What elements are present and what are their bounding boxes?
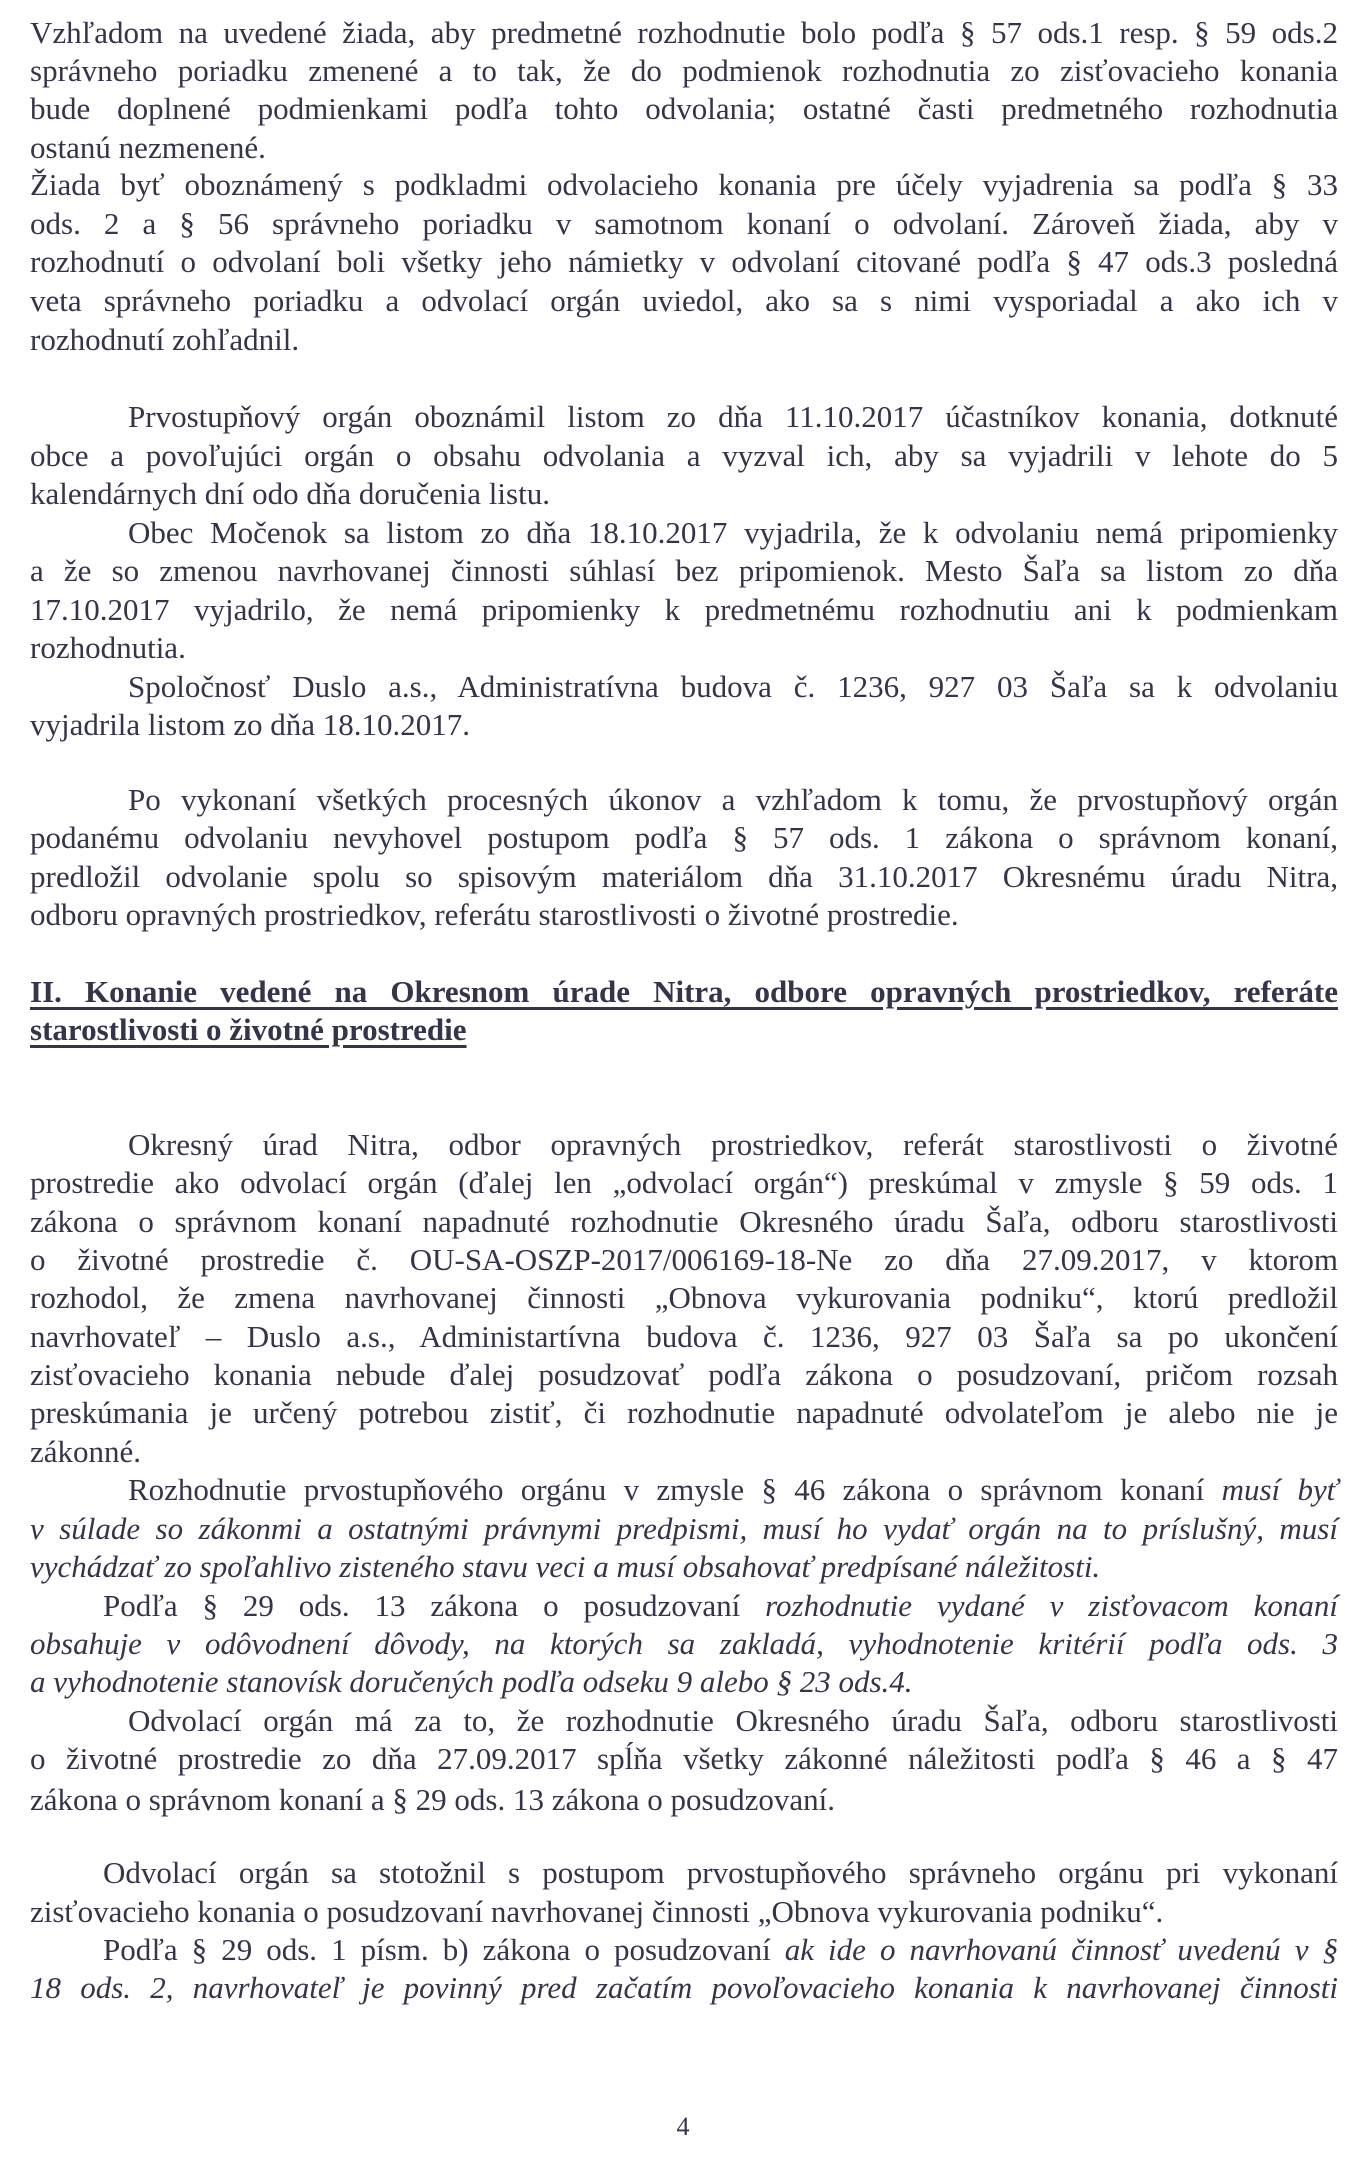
paragraph-line xyxy=(30,629,1338,667)
paragraph-line xyxy=(30,243,1338,281)
text-run: a že so zmenou navrhovanej činnosti súhlasí bez pripomienok. Mesto Šaľa sa listom zo dňa xyxy=(30,553,1338,588)
text-run: Odvolací orgán má za to, že rozhodnutie Okresného úradu Šaľa, odboru starostlivosti xyxy=(128,1703,1338,1738)
paragraph-line xyxy=(103,1587,1338,1625)
paragraph-line xyxy=(30,1510,1338,1548)
text-run: rozhodnutí zohľadnil. xyxy=(30,322,300,357)
text-run: zákona o správnom konaní a § 29 ods. 13 zákona o posudzovaní. xyxy=(30,1782,835,1817)
paragraph-line xyxy=(128,514,1338,552)
text-run: 17.10.2017 vyjadrilo, že nemá pripomienky k predmetnému rozhodnutiu ani k podmienkam xyxy=(30,592,1338,627)
text-run: obce a povoľujúci orgán o obsahu odvolania a vyzval ich, aby sa vyjadrili v lehote do 5 xyxy=(30,438,1338,473)
text-run: navrhovateľ – Duslo a.s., Administartívna budova č. 1236, 927 03 Šaľa sa po ukončení xyxy=(30,1319,1338,1354)
italic-text: musí byť xyxy=(1221,1472,1338,1507)
paragraph-line xyxy=(30,1740,1338,1778)
text-run: Vzhľadom na uvedené žiada, aby predmetné rozhodnutie bolo podľa § 57 ods.1 resp. § 59 ods.2 xyxy=(30,15,1338,50)
text-run: Žiada byť oboznámený s podkladmi odvolacieho konania pre účely vyjadrenia sa podľa § 33 xyxy=(30,167,1338,202)
paragraph-line xyxy=(30,166,1338,204)
paragraph-line xyxy=(30,858,1338,896)
text-run: preskúmania je určený potrebou zistiť, či rozhodnutie napadnuté odvolateľom je alebo nie je xyxy=(30,1395,1338,1430)
page-number: 4 xyxy=(676,2112,690,2141)
italic-text: vychádzať zo spoľahlivo zisteného stavu veci a musí obsahovať predpísané náležitosti. xyxy=(30,1549,1101,1584)
paragraph-line xyxy=(128,398,1338,436)
text-run: Rozhodnutie prvostupňového orgánu v zmysle § 46 zákona o správnom konaní xyxy=(128,1472,1222,1507)
paragraph-line xyxy=(128,781,1338,819)
text-run: podanému odvolaniu nevyhovel postupom podľa § 57 ods. 1 zákona o správnom konaní, xyxy=(30,820,1338,855)
paragraph-line xyxy=(30,1241,1338,1279)
text-run: rozhodnutia. xyxy=(30,630,186,665)
text-run: rozhodol, že zmena navrhovanej činnosti „Obnova vykurovania podniku“, ktorú predložil xyxy=(30,1280,1338,1315)
paragraph-line xyxy=(30,1433,1338,1471)
italic-text: rozhodnutie vydané v zisťovacom konaní xyxy=(765,1588,1338,1623)
paragraph-line xyxy=(30,591,1338,629)
paragraph-line xyxy=(30,1356,1338,1394)
text-run: zákona o správnom konaní napadnuté rozhodnutie Okresného úradu Šaľa, odboru starostlivosti xyxy=(30,1204,1338,1239)
paragraph-line xyxy=(30,321,1338,359)
paragraph-line xyxy=(30,1663,1338,1701)
text-run: Obec Močenok sa listom zo dňa 18.10.2017 vyjadrila, že k odvolaniu nemá pripomienky xyxy=(128,515,1338,550)
text-run: ostanú nezmenené. xyxy=(30,130,266,165)
text-run: bude doplnené podmienkami podľa tohto odvolania; ostatné časti predmetného rozhodnutia xyxy=(30,91,1338,126)
paragraph-line xyxy=(128,1471,1338,1509)
text-run: II. Konanie vedené na Okresnom úrade Nitra, odbore opravných prostriedkov, referáte xyxy=(30,974,1338,1009)
text-run: Okresný úrad Nitra, odbor opravných prostriedkov, referát starostlivosti o životné xyxy=(128,1127,1338,1162)
italic-text: a vyhodnotenie stanovísk doručených podľa odseku 9 alebo § 23 ods.4. xyxy=(30,1664,913,1699)
paragraph-line xyxy=(30,282,1338,320)
text-run: prostredie ako odvolací orgán (ďalej len „odvolací orgán“) preskúmal v zmysle § 59 ods. 1 xyxy=(30,1165,1338,1200)
section-heading-line xyxy=(30,973,1338,1011)
text-run: správneho poriadku zmenené a to tak, že do podmienok rozhodnutia zo zisťovacieho konania xyxy=(30,53,1338,88)
paragraph-line xyxy=(30,1969,1338,2007)
text-run: predložil odvolanie spolu so spisovým materiálom dňa 31.10.2017 Okresnému úradu Nitra, xyxy=(30,859,1338,894)
section-heading-line xyxy=(30,1011,1338,1049)
paragraph-line xyxy=(103,1931,1338,1969)
text-run: zisťovacieho konania o posudzovaní navrhovanej činnosti „Obnova vykurovania podniku“. xyxy=(30,1894,1164,1929)
text-run: zisťovacieho konania nebude ďalej posudzovať podľa zákona o posudzovaní, pričom rozsah xyxy=(30,1357,1338,1392)
text-run: o životné prostredie č. OU-SA-OSZP-2017/006169-18-Ne zo dňa 27.09.2017, v ktorom xyxy=(30,1242,1338,1277)
paragraph-line xyxy=(128,1702,1338,1740)
text-run: kalendárnych dní odo dňa doručenia listu. xyxy=(30,476,550,511)
paragraph-line xyxy=(128,668,1338,706)
paragraph-line xyxy=(103,1854,1338,1892)
text-run: odboru opravných prostriedkov, referátu starostlivosti o životné prostredie. xyxy=(30,897,959,932)
paragraph-line xyxy=(30,475,1338,513)
italic-text: ak ide o navrhovanú činnosť uvedenú v § xyxy=(784,1932,1339,1967)
paragraph-line xyxy=(30,1279,1338,1317)
text-run: Prvostupňový orgán oboznámil listom zo dňa 11.10.2017 účastníkov konania, dotknuté xyxy=(128,399,1338,434)
text-run: ods. 2 a § 56 správneho poriadku v samotnom konaní o odvolaní. Zároveň žiada, aby v xyxy=(30,206,1338,241)
paragraph-line xyxy=(30,1625,1338,1663)
paragraph-line xyxy=(30,1203,1338,1241)
paragraph-line xyxy=(30,1318,1338,1356)
text-run: zákonné. xyxy=(30,1434,142,1469)
paragraph-line xyxy=(30,1394,1338,1432)
paragraph-line xyxy=(30,14,1338,52)
text-run: starostlivosti o životné prostredie xyxy=(30,1012,467,1047)
paragraph-line xyxy=(30,896,1338,934)
paragraph-line xyxy=(30,819,1338,857)
italic-text: obsahuje v odôvodnení dôvody, na ktorých sa zakladá, vyhodnotenie kritérií podľa ods. 3 xyxy=(30,1626,1338,1661)
italic-text: v súlade so zákonmi a ostatnými právnymi predpismi, musí ho vydať orgán na to príslušný, musí xyxy=(30,1511,1338,1546)
text-run: veta správneho poriadku a odvolací orgán uviedol, ako sa s nimi vysporiadal a ako ich v xyxy=(30,283,1338,318)
text-run: Podľa § 29 ods. 1 písm. b) zákona o posudzovaní xyxy=(103,1932,785,1967)
paragraph-line xyxy=(30,1781,1338,1819)
paragraph-line xyxy=(30,129,1338,167)
text-run: Po vykonaní všetkých procesných úkonov a vzhľadom k tomu, že prvostupňový orgán xyxy=(128,782,1338,817)
paragraph-line xyxy=(30,1548,1338,1586)
paragraph-line xyxy=(30,552,1338,590)
paragraph-line xyxy=(30,52,1338,90)
text-run: Spoločnosť Duslo a.s., Administratívna budova č. 1236, 927 03 Šaľa sa k odvolaniu xyxy=(128,669,1338,704)
text-run: rozhodnutí o odvolaní boli všetky jeho námietky v odvolaní citované podľa § 47 ods.3 posledná xyxy=(30,244,1338,279)
paragraph-line xyxy=(30,90,1338,128)
paragraph-line xyxy=(30,437,1338,475)
text-run: Podľa § 29 ods. 13 zákona o posudzovaní xyxy=(103,1588,766,1623)
paragraph-line xyxy=(30,1893,1338,1931)
text-run: vyjadrila listom zo dňa 18.10.2017. xyxy=(30,707,470,742)
text-run: o životné prostredie zo dňa 27.09.2017 spĺňa všetky zákonné náležitosti podľa § 46 a § 47 xyxy=(30,1741,1338,1776)
paragraph-line xyxy=(30,1164,1338,1202)
italic-text: 18 ods. 2, navrhovateľ je povinný pred začatím povoľovacieho konania k navrhovanej činnosti xyxy=(30,1970,1338,2005)
paragraph-line xyxy=(30,706,1338,744)
paragraph-line xyxy=(128,1126,1338,1164)
text-run: Odvolací orgán sa stotožnil s postupom prvostupňového správneho orgánu pri vykonaní xyxy=(103,1855,1338,1890)
paragraph-line xyxy=(30,205,1338,243)
